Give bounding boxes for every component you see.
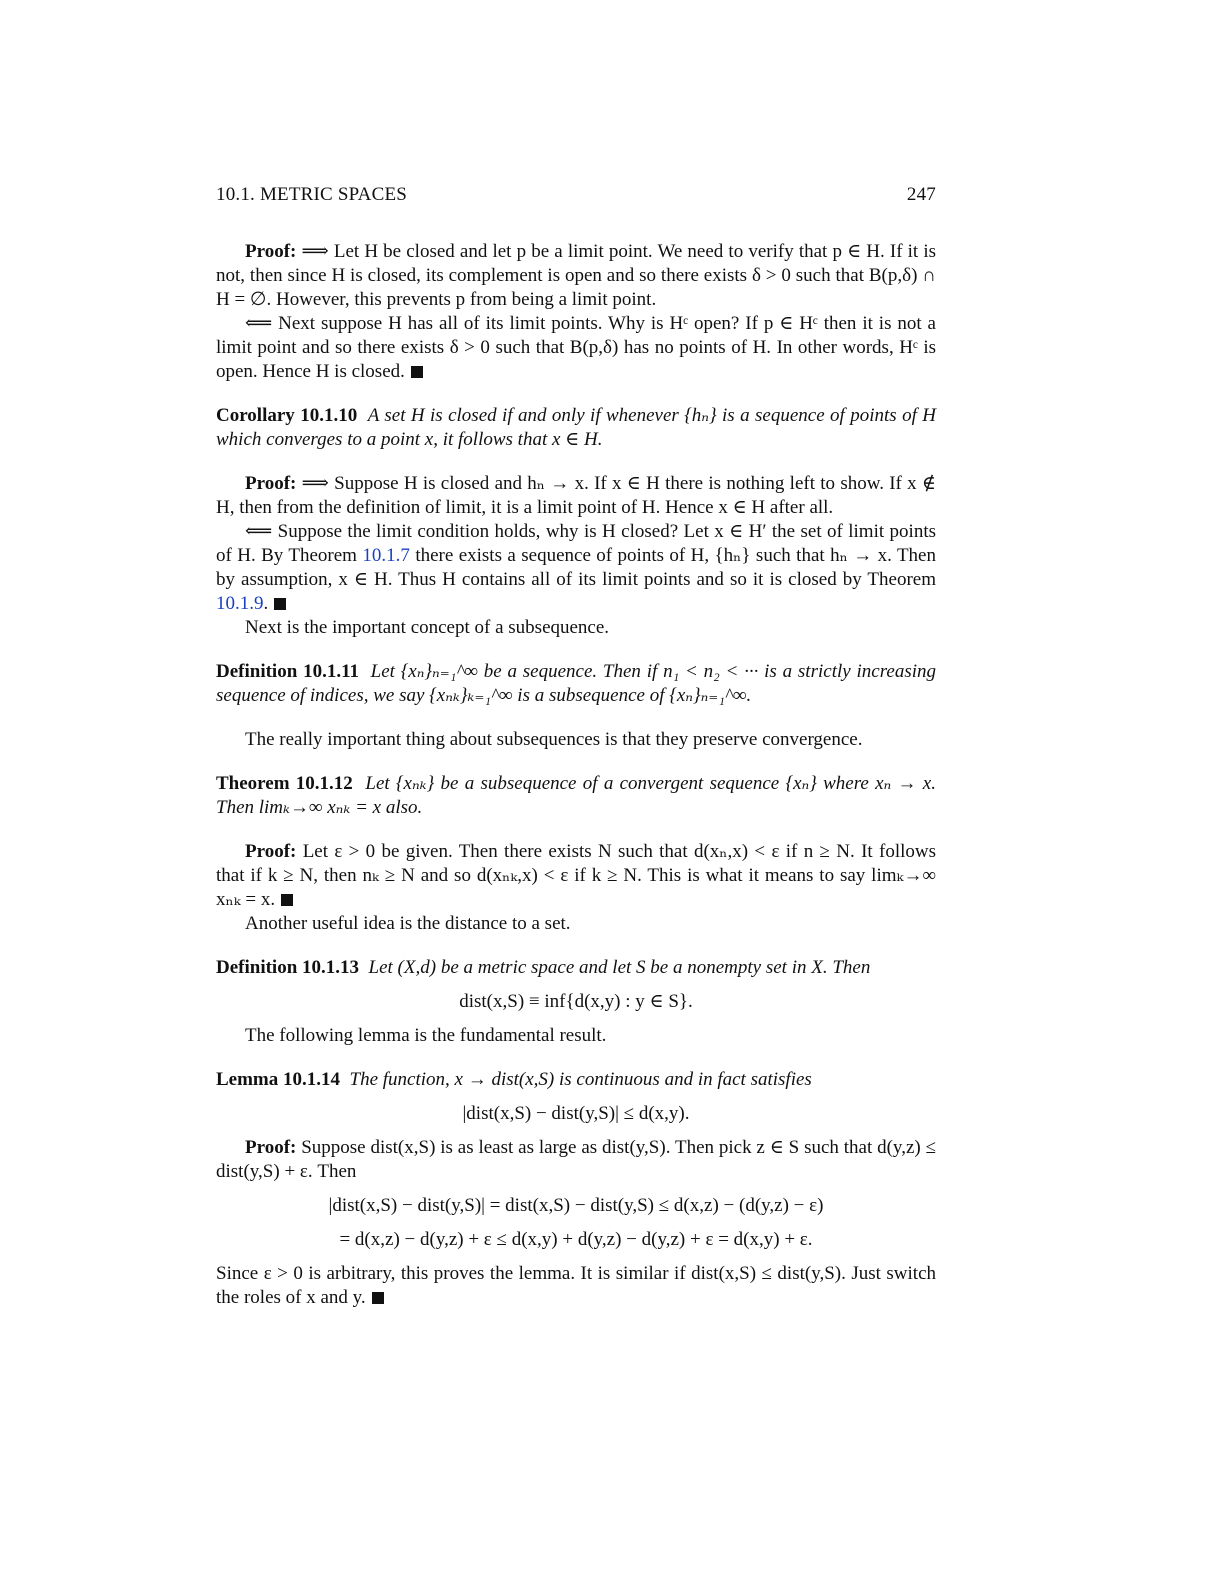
qed-box <box>411 366 423 378</box>
proof-3-paragraph-1: Proof: Let ε > 0 be given. Then there exists N such that d(xₙ,x) < ε if n ≥ N. It follows that if k ≥ N, then nₖ ≥ N and so d(xₙₖ,x) < ε if k ≥ N. This is what it means to say limₖ→∞ xₙₖ = x. <box>216 841 936 910</box>
proof-2-paragraph-1: Proof: ⟹ Suppose H is closed and hₙ → x. If x ∈ H there is nothing left to show. If x ∉ H, then from the definition of limit, it is a limit point of H. Hence x ∈ H after all. <box>216 473 937 518</box>
qed-box <box>274 598 286 610</box>
proof-label: Proof: <box>245 841 297 862</box>
qed-box <box>281 894 293 906</box>
proof-1-paragraph-2: ⟸ Next suppose H has all of its limit points. Why is Hᶜ open? If p ∈ Hᶜ then it is not a limit point and so there exists δ > 0 such that B(p,δ) has no points of H. In other words, Hᶜ is open. Hence H is closed. <box>216 313 936 382</box>
lemma-10-1-14: Lemma 10.1.14 The function, x → dist(x,S) is continuous and in fact satisfies <box>216 1069 812 1090</box>
proof-2-paragraph-2: ⟸ Suppose the limit condition holds, why is H closed? Let x ∈ H′ the set of limit points of H. By Theorem 10.1.7 there exists a sequence of points of H, {hₙ} such that hₙ → x. Then by assumption, x ∈ H. Thus H contains all of its limit points and so it is closed by Theorem 10.1.9. <box>216 521 936 614</box>
proof-1-paragraph-1: Proof: ⟹ Let H be closed and let p be a limit point. We need to verify that p ∈ H. If it is not, then since H is closed, its complement is open and so there exists δ > 0 such that B(p,δ) ∩ H = ∅. However, this prevents p from being a limit point. <box>216 241 937 310</box>
display-equation-lemma: |dist(x,S) − dist(y,S)| ≤ d(x,y). <box>462 1103 690 1124</box>
theorem-label: Theorem 10.1.12 <box>216 773 353 794</box>
definition-label: Definition 10.1.13 <box>216 957 360 978</box>
proof-label: Proof: <box>245 1137 297 1158</box>
definition-10-1-11: Definition 10.1.11 Let {xₙ}ₙ₌₁^∞ be a sequence. Then if n₁ < n₂ < ··· is a strictly increasing sequence of indices, we say {xₙₖ}ₖ₌₁^∞ is a subsequence of {xₙ}ₙ₌₁^∞. <box>216 661 936 706</box>
theorem-10-1-12: Theorem 10.1.12 Let {xₙₖ} be a subsequence of a convergent sequence {xₙ} where xₙ → x. Then limₖ→∞ xₙₖ = x also. <box>216 773 936 818</box>
qed-box <box>372 1292 384 1304</box>
proof-4-paragraph-2: Since ε > 0 is arbitrary, this proves the lemma. It is similar if dist(x,S) ≤ dist(y,S). Just switch the roles of x and y. <box>216 1263 936 1308</box>
display-equation-dist: dist(x,S) ≡ inf{d(x,y) : y ∈ S}. <box>459 991 693 1012</box>
definition-10-1-13: Definition 10.1.13 Let (X,d) be a metric space and let S be a nonempty set in X. Then <box>216 957 871 978</box>
lemma-label: Lemma 10.1.14 <box>216 1069 341 1090</box>
subsequence-paragraph: The really important thing about subsequences is that they preserve convergence. <box>245 729 863 750</box>
corollary-10-1-10: Corollary 10.1.10 A set H is closed if and only if whenever {hₙ} is a sequence of points of H which converges to a point x, it follows that x ∈ H. <box>216 405 936 450</box>
proof-label: Proof: <box>245 473 297 494</box>
proof-label: Proof: <box>245 241 297 262</box>
corollary-label: Corollary 10.1.10 <box>216 405 358 426</box>
definition-label: Definition 10.1.11 <box>216 661 360 682</box>
section-header: 10.1. METRIC SPACES <box>216 184 408 205</box>
proof-4-paragraph-1: Proof: Suppose dist(x,S) is as least as large as dist(y,S). Then pick z ∈ S such that d(y,z) ≤ dist(y,S) + ε. Then <box>216 1137 936 1182</box>
page-number: 247 <box>906 184 936 205</box>
lemma-intro-paragraph: The following lemma is the fundamental result. <box>245 1025 607 1046</box>
theorem-link-10-1-7[interactable]: 10.1.7 <box>362 545 410 566</box>
theorem-link-10-1-9[interactable]: 10.1.9 <box>216 593 264 614</box>
display-equation-1: |dist(x,S) − dist(y,S)| = dist(x,S) − dist(y,S) ≤ d(x,z) − (d(y,z) − ε) <box>328 1195 824 1216</box>
proof-2-paragraph-3: Next is the important concept of a subsequence. <box>245 617 610 638</box>
running-head <box>216 184 936 208</box>
proof-3-paragraph-2: Another useful idea is the distance to a set. <box>245 913 571 934</box>
display-equation-2: = d(x,z) − d(y,z) + ε ≤ d(x,y) + d(y,z) − d(y,z) + ε = d(x,y) + ε. <box>339 1229 813 1250</box>
page-body <box>216 240 936 1310</box>
